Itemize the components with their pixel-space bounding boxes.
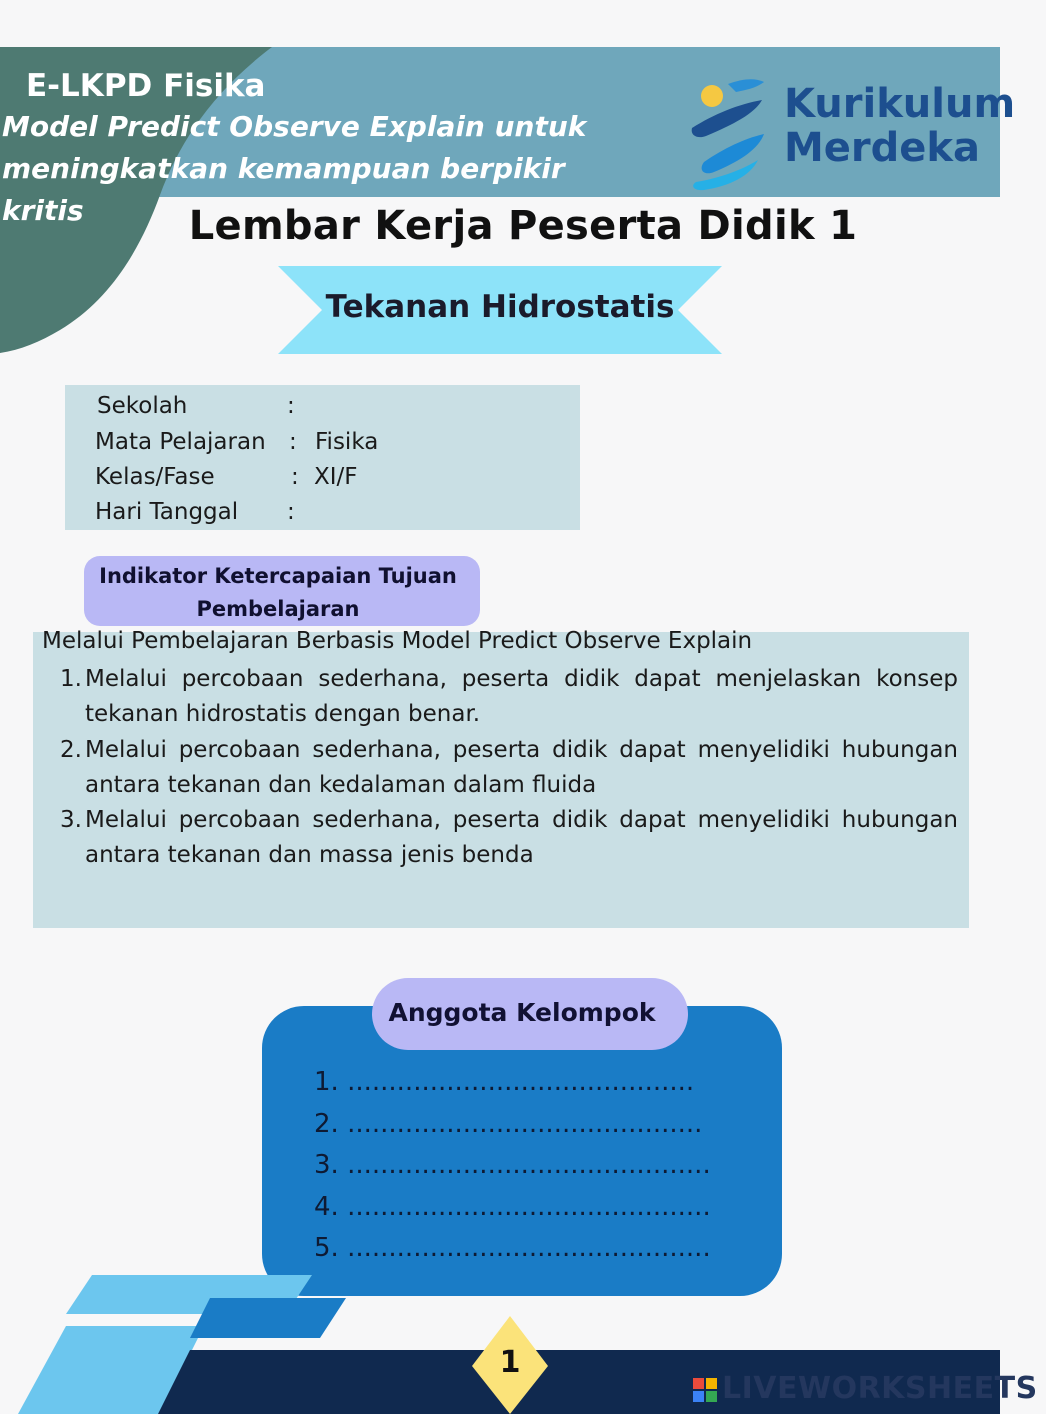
list-item-text: Melalui percobaan sederhana, peserta didik dapat menyelidiki hubungan antara tekanan dan massa jenis benda bbox=[85, 807, 958, 869]
member-entry[interactable]: 5. ............................................ bbox=[314, 1233, 711, 1263]
list-item-text: Melalui percobaan sederhana, peserta didik dapat menjelaskan konsep tekanan hidrostatis dengan benar. bbox=[85, 666, 958, 728]
logo-line-1: Kurikulum bbox=[784, 81, 1016, 127]
header-label: E-LKPD Fisika bbox=[26, 68, 266, 104]
identity-colon: : bbox=[289, 429, 297, 455]
identity-label: Hari Tanggal bbox=[95, 499, 239, 525]
indicator-title bbox=[84, 560, 472, 626]
identity-label: Sekolah bbox=[97, 393, 188, 419]
member-list bbox=[314, 1062, 711, 1270]
list-item-number: 1. bbox=[60, 666, 82, 692]
list-item-number: 2. bbox=[60, 736, 82, 763]
list-item bbox=[42, 662, 958, 733]
identity-value: Fisika bbox=[315, 429, 379, 455]
identity-colon: : bbox=[287, 499, 295, 525]
indicator-title-line-1: Indikator Ketercapaian Tujuan bbox=[99, 564, 457, 588]
subtitle-line-2: meningkatkan kemampuan berpikir kritis bbox=[2, 152, 565, 227]
member-entry[interactable]: 2. ........................................... bbox=[314, 1108, 703, 1139]
page-title: Lembar Kerja Peserta Didik 1 bbox=[188, 203, 858, 249]
identity-panel bbox=[65, 385, 580, 530]
identity-value: XI/F bbox=[314, 464, 358, 490]
logo-wordmark bbox=[784, 82, 1015, 170]
list-item bbox=[42, 733, 958, 804]
liveworksheets-logo-icon bbox=[693, 1378, 717, 1402]
indicator-title-line-2: Pembelajaran bbox=[196, 597, 360, 621]
page-number: 1 bbox=[499, 1345, 521, 1380]
list-item-number: 3. bbox=[60, 807, 82, 834]
identity-colon: : bbox=[291, 464, 299, 490]
list-item bbox=[42, 803, 958, 874]
member-entry[interactable]: 1. .......................................... bbox=[314, 1067, 695, 1097]
member-entry[interactable]: 4. ............................................ bbox=[314, 1191, 711, 1222]
subtitle-line-1: Model Predict Observe Explain untuk bbox=[2, 110, 587, 143]
identity-label: Kelas/Fase bbox=[95, 464, 215, 490]
topic-title: Tekanan Hidrostatis bbox=[325, 289, 675, 325]
indicator-list bbox=[42, 662, 958, 874]
logo-line-2: Merdeka bbox=[784, 125, 981, 171]
watermark-text: LIVEWORKSHEETS bbox=[722, 1371, 1038, 1406]
member-entry[interactable]: 3. ............................................ bbox=[314, 1150, 711, 1180]
identity-label: Mata Pelajaran bbox=[95, 429, 266, 455]
group-title: Anggota Kelompok bbox=[388, 998, 656, 1027]
list-item-text: Melalui percobaan sederhana, peserta didik dapat menyelidiki hubungan antara tekanan dan kedalaman dalam fluida bbox=[85, 736, 958, 798]
indicator-intro: Melalui Pembelajaran Berbasis Model Predict Observe Explain bbox=[42, 628, 753, 654]
identity-colon: : bbox=[287, 393, 295, 419]
